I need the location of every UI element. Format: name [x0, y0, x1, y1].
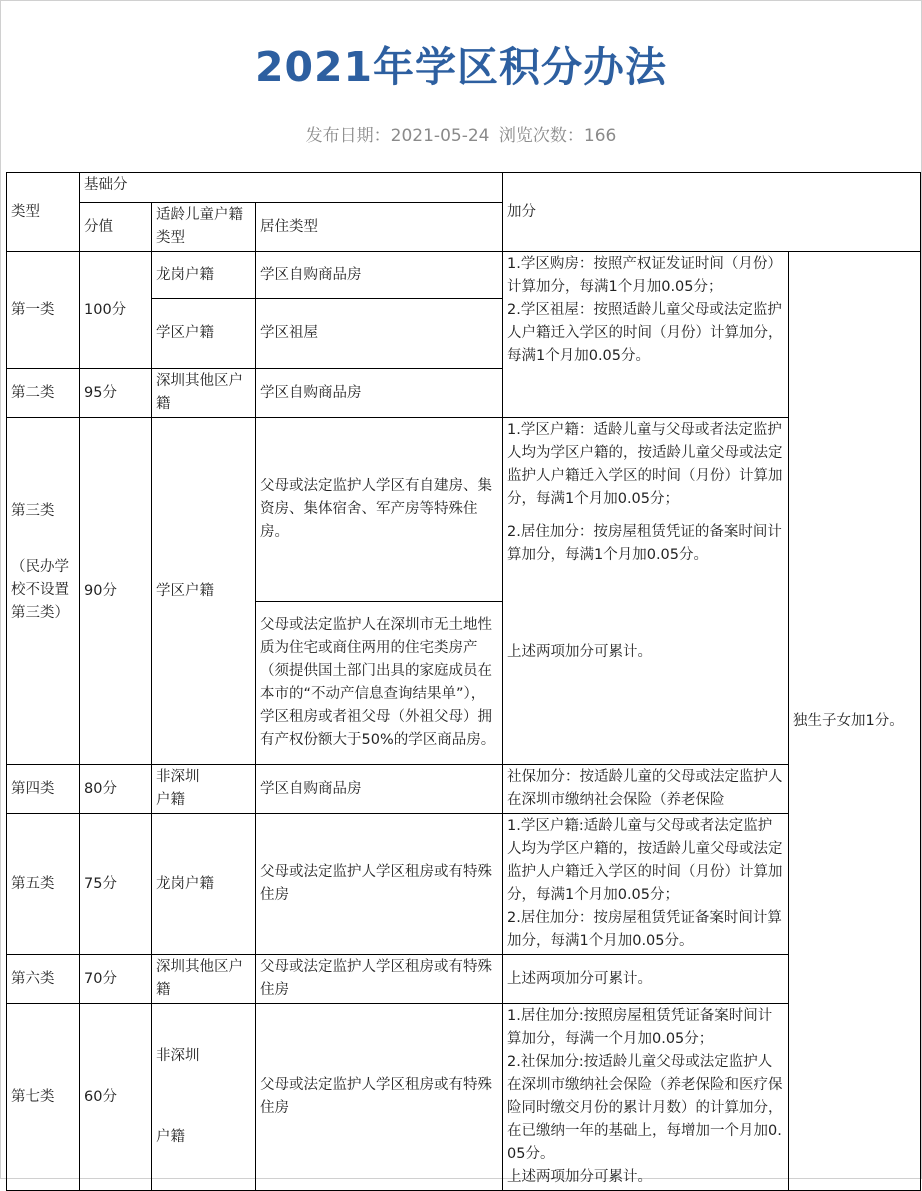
bonus-group-1	[503, 252, 789, 418]
view-count: 浏览次数：166	[498, 126, 617, 146]
article-meta	[0, 121, 922, 146]
header-bonus: 加分	[503, 173, 921, 252]
row4-score: 80分	[80, 765, 152, 814]
bonus-group-7	[503, 1004, 789, 1191]
row4-hukou-line1: 非深圳	[156, 769, 200, 785]
bonus-item: 1.学区户籍:适龄儿童与父母或者法定监护人均为学区户籍的，按适龄儿童父母或法定监护人户籍迁入学区的时间（月份）计算加分，每满1个月加0.05分；	[507, 818, 783, 903]
row4-hukou-line2: 户籍	[156, 792, 185, 808]
row1-type: 第一类	[7, 252, 80, 369]
only-child-bonus: 独生子女加1分。	[789, 252, 921, 1191]
row7-score: 60分	[80, 1004, 152, 1191]
row6-hukou: 深圳其他区户籍	[152, 955, 256, 1004]
row3-type	[7, 418, 80, 765]
header-type: 类型	[7, 173, 80, 252]
row7-type: 第七类	[7, 1004, 80, 1191]
bonus-group-6: 上述两项加分可累计。	[503, 955, 789, 1004]
bonus-item: 2.学区祖屋：按照适龄儿童父母或法定监护人户籍迁入学区的时间（月份）计算加分，每满1个月加0.05分。	[507, 302, 783, 364]
row1-residence-a: 学区自购商品房	[256, 252, 503, 299]
bonus-group-4	[503, 765, 789, 814]
row4-type: 第四类	[7, 765, 80, 814]
row2-type: 第二类	[7, 369, 80, 418]
bonus-item: 1.学区购房：按照产权证发证时间（月份）计算加分，每满1个月加0.05分；	[507, 256, 782, 295]
row3-type-main: 第三类	[11, 502, 55, 519]
header-score: 分值	[80, 203, 152, 252]
row1-hukou-b: 学区户籍	[152, 299, 256, 369]
page-title: 2021年学区积分办法	[254, 43, 668, 91]
header-base: 基础分	[80, 173, 503, 203]
row7-hukou-line2: 户籍	[156, 1129, 185, 1145]
header-hukou: 适龄儿童户籍类型	[152, 203, 256, 252]
bonus-item: 2.居住加分：按房屋租赁凭证的备案时间计算加分，每满1个月加0.05分。	[507, 524, 782, 563]
row7-residence: 父母或法定监护人学区租房或有特殊住房	[256, 1004, 503, 1191]
points-table	[6, 172, 921, 1191]
row6-score: 70分	[80, 955, 152, 1004]
bonus-item: 社保加分：按适龄儿童的父母或法定监护人在深圳市缴纳社会保险（养老保险	[507, 769, 783, 808]
bonus-item: 1.居住加分:按照房屋租赁凭证备案时间计算加分，每满一个月加0.05分；	[507, 1008, 773, 1047]
row2-score: 95分	[80, 369, 152, 418]
row7-hukou-line1: 非深圳	[156, 1048, 200, 1064]
row1-score: 100分	[80, 252, 152, 369]
row2-hukou: 深圳其他区户籍	[152, 369, 256, 418]
row3-residence-a: 父母或法定监护人学区有自建房、集资房、集体宿舍、军产房等特殊住房。	[256, 418, 503, 602]
header-residence: 居住类型	[256, 203, 503, 252]
bonus-item: 2.居住加分：按房屋租赁凭证备案时间计算加分，每满1个月加0.05分。	[507, 910, 782, 949]
bonus-group-3	[503, 418, 789, 765]
bonus-item: 上述两项加分可累计。	[507, 1169, 652, 1185]
row4-residence: 学区自购商品房	[256, 765, 503, 814]
publish-date: 发布日期：2021-05-24	[305, 126, 490, 146]
row3-score: 90分	[80, 418, 152, 765]
row3-type-note: （民办学校不设置第三类）	[11, 558, 69, 621]
row1-residence-b: 学区祖屋	[256, 299, 503, 369]
row2-residence: 学区自购商品房	[256, 369, 503, 418]
row7-hukou	[152, 1004, 256, 1191]
row1-hukou-a: 龙岗户籍	[152, 252, 256, 299]
bonus-group-5	[503, 814, 789, 955]
row6-residence: 父母或法定监护人学区租房或有特殊住房	[256, 955, 503, 1004]
row5-hukou: 龙岗户籍	[152, 814, 256, 955]
bonus-item: 1.学区户籍：适龄儿童与父母或者法定监护人均为学区户籍的，按适龄儿童父母或法定监护人户籍迁入学区的时间（月份）计算加分，每满1个月加0.05分；	[507, 422, 783, 507]
row4-hukou	[152, 765, 256, 814]
bonus-item: 2.社保加分:按适龄儿童父母或法定监护人在深圳市缴纳社会保险（养老保险和医疗保险同时缴交月份的累计月数）的计算加分，在已缴纳一年的基础上，每增加一个月加0.05分。	[507, 1054, 783, 1162]
row6-type: 第六类	[7, 955, 80, 1004]
row5-type: 第五类	[7, 814, 80, 955]
row3-residence-b: 父母或法定监护人在深圳市无土地性质为住宅或商住两用的住宅类房产（须提供国土部门出具的家庭成员在本市的“不动产信息查询结果单”），学区租房或者祖父母（外祖父母）拥有产权份额大于50%的学区商品房。	[256, 602, 503, 765]
row3-hukou: 学区户籍	[152, 418, 256, 765]
bonus-item: 上述两项加分可累计。	[507, 644, 652, 660]
row5-residence: 父母或法定监护人学区租房或有特殊住房	[256, 814, 503, 955]
row5-score: 75分	[80, 814, 152, 955]
